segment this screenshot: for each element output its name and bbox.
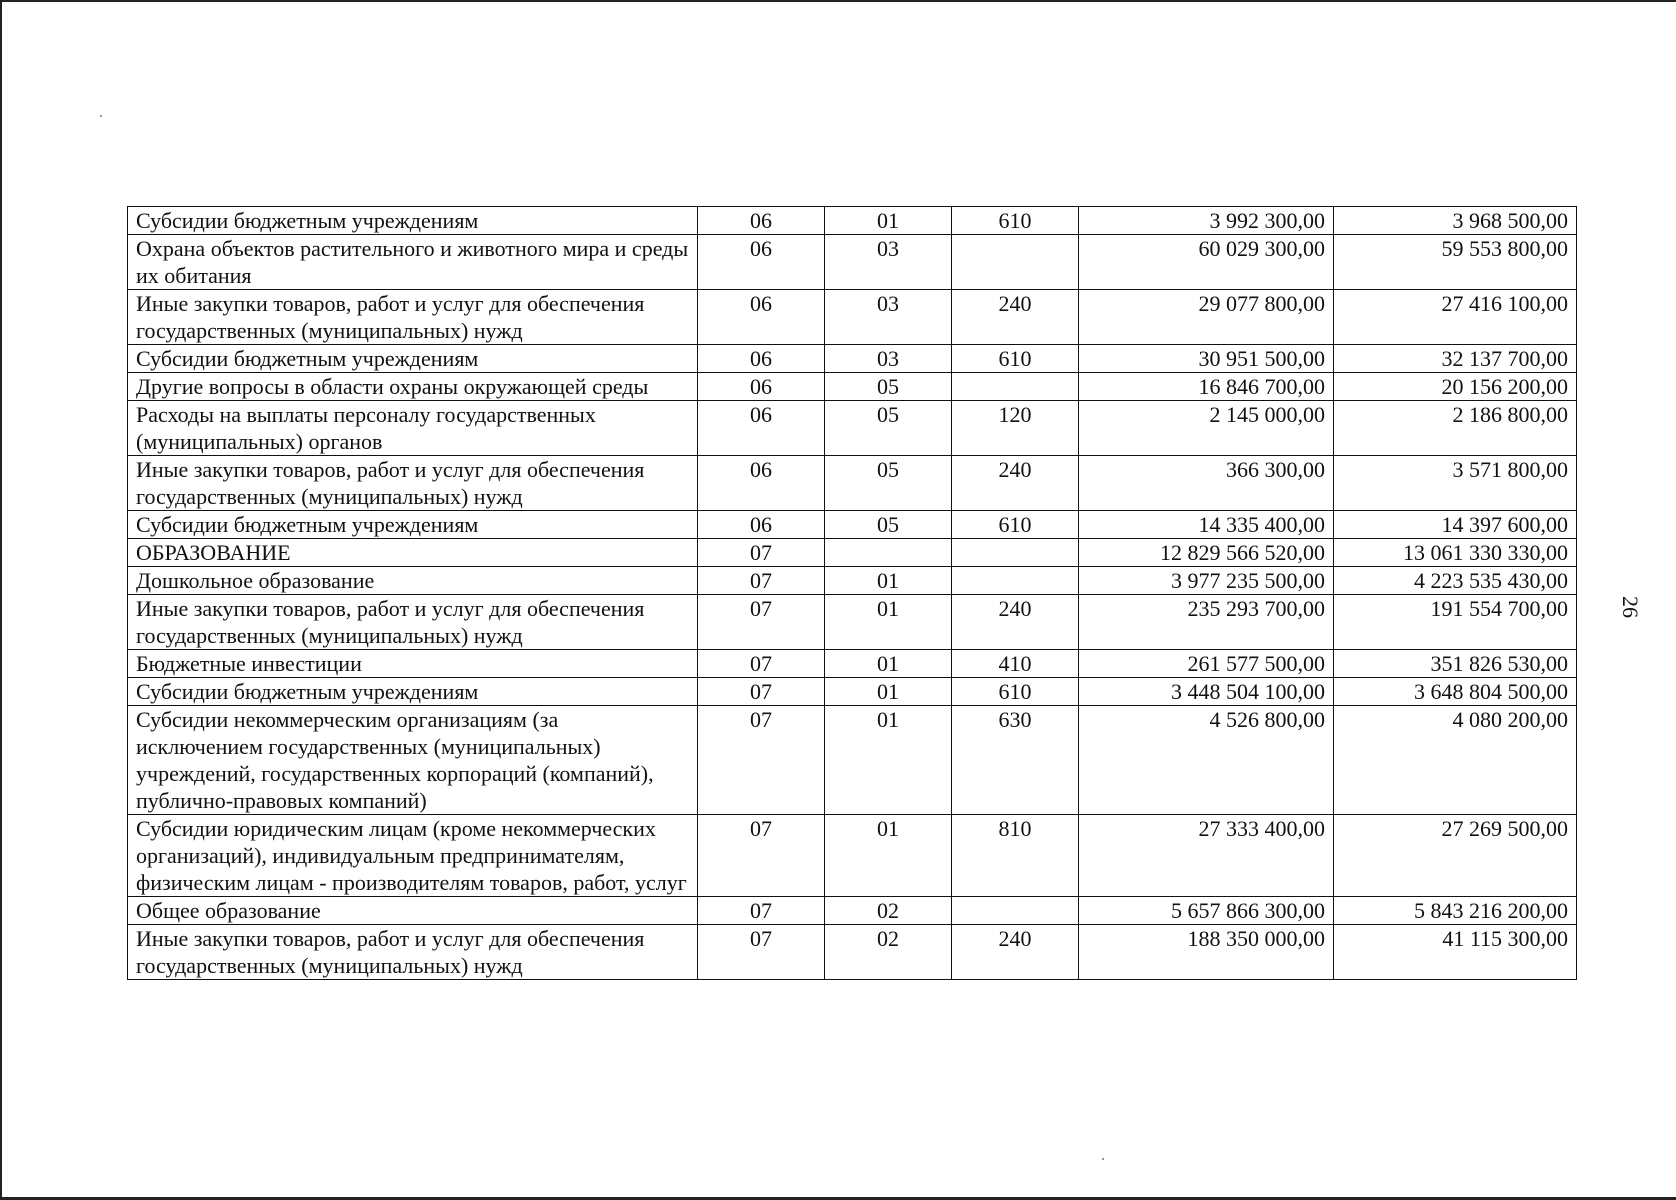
row-name-cell: Иные закупки товаров, работ и услуг для обеспечения государственных (муниципальных) нужд (128, 290, 698, 345)
table-row (128, 456, 1577, 511)
subsection-code-cell: 03 (825, 235, 952, 290)
amount-year2-cell: 191 554 700,00 (1334, 595, 1577, 650)
expense-type-code-cell (952, 897, 1079, 925)
subsection-code-cell: 01 (825, 678, 952, 706)
amount-year1-cell: 3 977 235 500,00 (1079, 567, 1334, 595)
expense-type-code-cell: 810 (952, 815, 1079, 897)
page-number: 26 (1618, 596, 1643, 618)
amount-year2-cell: 3 571 800,00 (1334, 456, 1577, 511)
amount-year1-cell: 16 846 700,00 (1079, 373, 1334, 401)
section-code-cell: 07 (698, 539, 825, 567)
table-row (128, 650, 1577, 678)
budget-table (127, 206, 1577, 980)
expense-type-code-cell: 240 (952, 595, 1079, 650)
subsection-code-cell (825, 539, 952, 567)
page-edge-top (0, 0, 1676, 2)
expense-type-code-cell: 240 (952, 925, 1079, 980)
row-name-cell: Субсидии бюджетным учреждениям (128, 511, 698, 539)
expense-type-code-cell: 240 (952, 456, 1079, 511)
subsection-code-cell: 05 (825, 511, 952, 539)
table-row (128, 207, 1577, 235)
section-code-cell: 06 (698, 456, 825, 511)
amount-year2-cell: 5 843 216 200,00 (1334, 897, 1577, 925)
amount-year1-cell: 261 577 500,00 (1079, 650, 1334, 678)
row-name-cell: Бюджетные инвестиции (128, 650, 698, 678)
amount-year1-cell: 14 335 400,00 (1079, 511, 1334, 539)
subsection-code-cell: 01 (825, 595, 952, 650)
amount-year2-cell: 13 061 330 330,00 (1334, 539, 1577, 567)
subsection-code-cell: 01 (825, 706, 952, 815)
expense-type-code-cell: 610 (952, 345, 1079, 373)
subsection-code-cell: 05 (825, 373, 952, 401)
subsection-code-cell: 02 (825, 897, 952, 925)
expense-type-code-cell: 240 (952, 290, 1079, 345)
expense-type-code-cell (952, 373, 1079, 401)
subsection-code-cell: 01 (825, 650, 952, 678)
section-code-cell: 06 (698, 373, 825, 401)
subsection-code-cell: 01 (825, 815, 952, 897)
subsection-code-cell: 03 (825, 290, 952, 345)
subsection-code-cell: 01 (825, 567, 952, 595)
section-code-cell: 07 (698, 706, 825, 815)
table-row (128, 567, 1577, 595)
page-edge-left (0, 0, 2, 1200)
amount-year1-cell: 188 350 000,00 (1079, 925, 1334, 980)
table-row (128, 678, 1577, 706)
subsection-code-cell: 05 (825, 456, 952, 511)
expense-type-code-cell: 610 (952, 511, 1079, 539)
table-row (128, 539, 1577, 567)
row-name-cell: Субсидии бюджетным учреждениям (128, 678, 698, 706)
scan-speck (100, 115, 102, 117)
row-name-cell: Иные закупки товаров, работ и услуг для обеспечения государственных (муниципальных) нужд (128, 925, 698, 980)
expense-type-code-cell (952, 235, 1079, 290)
section-code-cell: 07 (698, 678, 825, 706)
section-code-cell: 07 (698, 897, 825, 925)
amount-year1-cell: 29 077 800,00 (1079, 290, 1334, 345)
section-code-cell: 06 (698, 401, 825, 456)
section-code-cell: 07 (698, 815, 825, 897)
table-row (128, 401, 1577, 456)
table-row (128, 595, 1577, 650)
amount-year1-cell: 30 951 500,00 (1079, 345, 1334, 373)
table-row (128, 373, 1577, 401)
table-row (128, 925, 1577, 980)
amount-year1-cell: 2 145 000,00 (1079, 401, 1334, 456)
amount-year1-cell: 60 029 300,00 (1079, 235, 1334, 290)
amount-year2-cell: 4 223 535 430,00 (1334, 567, 1577, 595)
amount-year2-cell: 41 115 300,00 (1334, 925, 1577, 980)
amount-year2-cell: 20 156 200,00 (1334, 373, 1577, 401)
expense-type-code-cell: 610 (952, 207, 1079, 235)
scan-speck (1102, 1158, 1104, 1160)
section-code-cell: 06 (698, 511, 825, 539)
amount-year2-cell: 2 186 800,00 (1334, 401, 1577, 456)
expense-type-code-cell: 120 (952, 401, 1079, 456)
amount-year1-cell: 3 448 504 100,00 (1079, 678, 1334, 706)
expense-type-code-cell: 410 (952, 650, 1079, 678)
row-name-cell: Общее образование (128, 897, 698, 925)
row-name-cell: Иные закупки товаров, работ и услуг для обеспечения государственных (муниципальных) нужд (128, 456, 698, 511)
expense-type-code-cell (952, 567, 1079, 595)
section-code-cell: 06 (698, 345, 825, 373)
table-row (128, 290, 1577, 345)
subsection-code-cell: 05 (825, 401, 952, 456)
row-name-cell: ОБРАЗОВАНИЕ (128, 539, 698, 567)
amount-year2-cell: 27 416 100,00 (1334, 290, 1577, 345)
amount-year1-cell: 235 293 700,00 (1079, 595, 1334, 650)
amount-year2-cell: 14 397 600,00 (1334, 511, 1577, 539)
table-row (128, 897, 1577, 925)
expense-type-code-cell: 610 (952, 678, 1079, 706)
row-name-cell: Субсидии бюджетным учреждениям (128, 207, 698, 235)
subsection-code-cell: 03 (825, 345, 952, 373)
amount-year1-cell: 3 992 300,00 (1079, 207, 1334, 235)
amount-year2-cell: 27 269 500,00 (1334, 815, 1577, 897)
expense-type-code-cell (952, 539, 1079, 567)
section-code-cell: 07 (698, 567, 825, 595)
amount-year2-cell: 3 648 804 500,00 (1334, 678, 1577, 706)
row-name-cell: Другие вопросы в области охраны окружающей среды (128, 373, 698, 401)
row-name-cell: Расходы на выплаты персоналу государственных (муниципальных) органов (128, 401, 698, 456)
section-code-cell: 07 (698, 595, 825, 650)
table-row (128, 706, 1577, 815)
table-row (128, 235, 1577, 290)
section-code-cell: 06 (698, 235, 825, 290)
row-name-cell: Охрана объектов растительного и животного мира и среды их обитания (128, 235, 698, 290)
table-row (128, 345, 1577, 373)
subsection-code-cell: 02 (825, 925, 952, 980)
section-code-cell: 07 (698, 925, 825, 980)
row-name-cell: Субсидии некоммерческим организациям (за исключением государственных (муниципальных) учреждений, государственных корпораций (компаний), публично-правовых компаний) (128, 706, 698, 815)
row-name-cell: Субсидии бюджетным учреждениям (128, 345, 698, 373)
section-code-cell: 06 (698, 207, 825, 235)
amount-year2-cell: 351 826 530,00 (1334, 650, 1577, 678)
expense-type-code-cell: 630 (952, 706, 1079, 815)
amount-year2-cell: 4 080 200,00 (1334, 706, 1577, 815)
row-name-cell: Иные закупки товаров, работ и услуг для обеспечения государственных (муниципальных) нужд (128, 595, 698, 650)
amount-year2-cell: 3 968 500,00 (1334, 207, 1577, 235)
amount-year1-cell: 4 526 800,00 (1079, 706, 1334, 815)
section-code-cell: 07 (698, 650, 825, 678)
amount-year1-cell: 366 300,00 (1079, 456, 1334, 511)
amount-year1-cell: 5 657 866 300,00 (1079, 897, 1334, 925)
table-row (128, 815, 1577, 897)
row-name-cell: Дошкольное образование (128, 567, 698, 595)
table-row (128, 511, 1577, 539)
budget-table-body (128, 207, 1577, 980)
row-name-cell: Субсидии юридическим лицам (кроме некоммерческих организаций), индивидуальным предпринимателям, физическим лицам - производителям товаров, работ, услуг (128, 815, 698, 897)
amount-year2-cell: 32 137 700,00 (1334, 345, 1577, 373)
amount-year1-cell: 12 829 566 520,00 (1079, 539, 1334, 567)
section-code-cell: 06 (698, 290, 825, 345)
subsection-code-cell: 01 (825, 207, 952, 235)
amount-year2-cell: 59 553 800,00 (1334, 235, 1577, 290)
amount-year1-cell: 27 333 400,00 (1079, 815, 1334, 897)
